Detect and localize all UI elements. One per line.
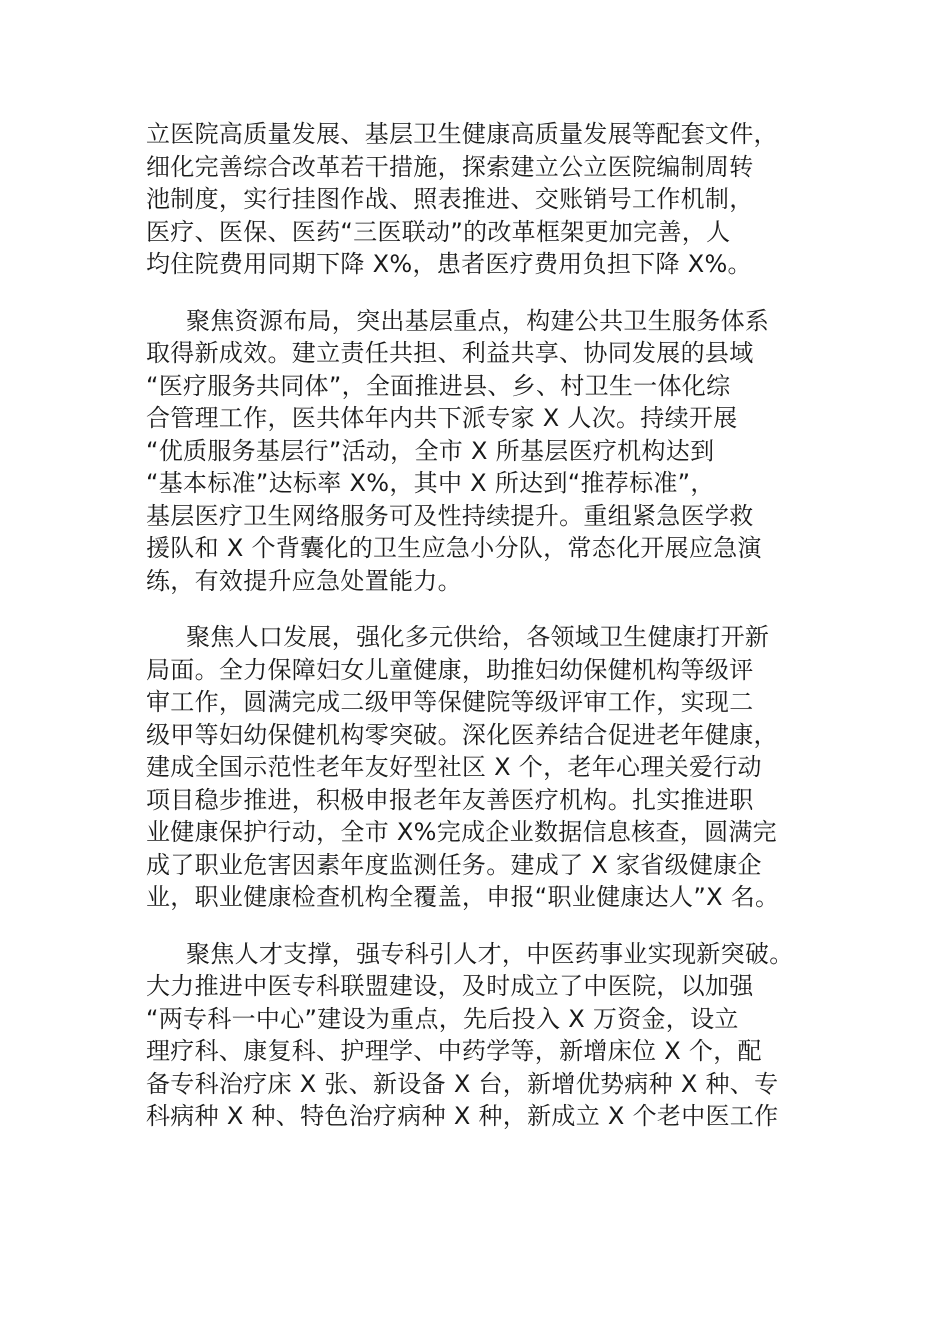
text-line: 医疗、医保、医药“三医联动”的改革框架更加完善，人 [146,217,731,246]
text-line: 理疗科、康复科、护理学、中药学等，新增床位 X 个，配 [146,1037,762,1065]
text-line: 大力推进中医专科联盟建设，及时成立了中医院，以加强 [146,972,754,1000]
document-body [146,118,826,1157]
text-line: 成了职业危害因素年度监测任务。建成了 X 家省级健康企 [146,850,762,879]
text-line: 立医院高质量发展、基层卫生健康高质量发展等配套文件， [146,120,778,148]
paragraph-talent [146,938,826,1133]
text-line: 均住院费用同期下降 X%，患者医疗费用负担下降 X%。 [146,250,752,278]
text-line: 聚焦人才支撑，强专科引人才，中医药事业实现新突破。 [186,939,794,968]
text-line: 建成全国示范性老年友好型社区 X 个，老年心理关爱行动 [146,753,762,781]
text-line: “基本标准”达标率 X%，其中 X 所达到“推荐标准”， [146,469,715,497]
text-line: 聚焦资源布局，突出基层重点，构建公共卫生服务体系 [186,306,770,335]
text-line: 练，有效提升应急处置能力。 [146,566,462,595]
text-line: 基层医疗卫生网络服务可及性持续提升。重组紧急医学救 [146,501,754,530]
text-line: 细化完善综合改革若干措施，探索建立公立医院编制周转 [146,152,754,181]
text-line: “优质服务基层行”活动，全市 X 所基层医疗机构达到 [146,436,715,465]
text-line: 池制度，实行挂图作战、照表推进、交账销号工作机制， [146,185,754,213]
text-line: 备专科治疗床 X 张、新设备 X 台，新增优势病种 X 种、专 [146,1069,779,1098]
text-line: 项目稳步推进，积极申报老年友善医疗机构。扎实推进职 [146,785,754,814]
text-line: 级甲等妇幼保健机构零突破。深化医养结合促进老年健康， [146,720,778,749]
text-line: 审工作，圆满完成二级甲等保健院等级评审工作，实现二 [146,688,754,716]
text-line: 援队和 X 个背囊化的卫生应急小分队，常态化开展应急演 [146,534,762,562]
text-line: 取得新成效。建立责任共担、利益共享、协同发展的县域 [146,339,754,367]
text-line: 合管理工作，医共体年内共下派专家 X 人次。持续开展 [146,404,738,432]
text-line: “医疗服务共同体”，全面推进县、乡、村卫生一体化综 [146,371,731,400]
text-line: 科病种 X 种、特色治疗病种 X 种，新成立 X 个老中医工作 [146,1102,779,1130]
paragraph-reform [146,118,826,281]
text-line: 局面。全力保障妇女儿童健康，助推妇幼保健机构等级评 [146,655,754,684]
text-line: 聚焦人口发展，强化多元供给，各领域卫生健康打开新 [186,623,770,651]
paragraph-population [146,621,826,914]
text-line: “两专科一中心”建设为重点，先后投入 X 万资金，设立 [146,1004,739,1033]
text-line: 业健康保护行动，全市 X%完成企业数据信息核查，圆满完 [146,818,777,846]
paragraph-resource-layout [146,305,826,598]
text-line: 业，职业健康检查机构全覆盖，申报“职业健康达人”X 名。 [146,883,780,911]
